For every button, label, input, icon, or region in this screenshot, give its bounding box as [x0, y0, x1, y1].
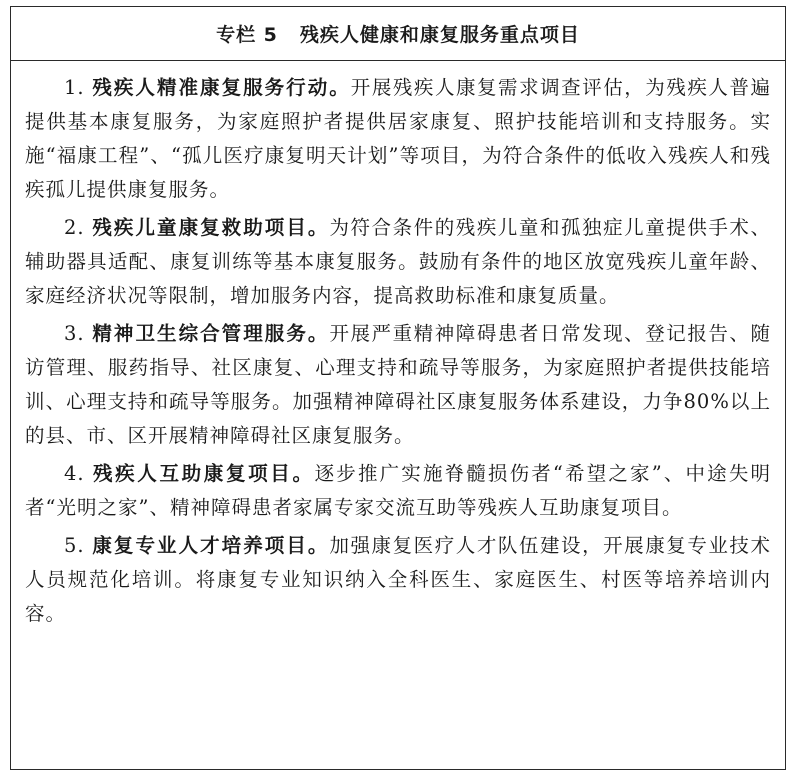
- column-box: [10, 6, 786, 770]
- item-text: 开展严重精神障碍患者日常发现、登记报告、随访管理、服药指导、社区康复、心理支持和疏导等服务，为家庭照护者提供技能培训、心理支持和疏导等服务。加强精神障碍社区康复服务体系建设，力争80%以上的县、市、区开展精神障碍社区康复服务。: [25, 322, 771, 447]
- project-item-4: [25, 457, 771, 525]
- item-text: 开展残疾人康复需求调查评估，为残疾人普遍提供基本康复服务，为家庭照护者提供居家康复、照护技能培训和支持服务。实施“福康工程”、“孤儿医疗康复明天计划”等项目，为符合条件的低收入残疾人和残疾孤儿提供康复服务。: [25, 76, 771, 201]
- project-item-1: [25, 71, 771, 207]
- item-number: 2.: [64, 216, 85, 239]
- project-item-3: [25, 317, 771, 453]
- item-heading: 残疾人互助康复项目。: [92, 462, 315, 485]
- project-item-5: [25, 529, 771, 631]
- item-text: 为符合条件的残疾儿童和孤独症儿童提供手术、辅助器具适配、康复训练等基本康复服务。鼓励有条件的地区放宽残疾儿童年龄、家庭经济状况等限制，增加服务内容，提高救助标准和康复质量。: [25, 216, 771, 307]
- item-number: 5.: [64, 534, 85, 557]
- item-text: 加强康复医疗人才队伍建设，开展康复专业技术人员规范化培训。将康复专业知识纳入全科医生、家庭医生、村医等培养培训内容。: [25, 534, 771, 625]
- item-text: 逐步推广实施脊髓损伤者“希望之家”、中途失明者“光明之家”、精神障碍患者家属专家交流互助等残疾人互助康复项目。: [25, 462, 771, 519]
- item-heading: 康复专业人才培养项目。: [92, 534, 330, 557]
- column-content: [11, 61, 785, 631]
- item-heading: 残疾人精准康复服务行动。: [92, 76, 351, 99]
- project-item-2: [25, 211, 771, 313]
- item-number: 1.: [64, 76, 85, 99]
- column-label: 专栏 5: [216, 24, 278, 46]
- column-title: 残疾人健康和康复服务重点项目: [299, 24, 580, 46]
- item-heading: 精神卫生综合管理服务。: [92, 322, 330, 345]
- box-header: [11, 7, 785, 61]
- item-heading: 残疾儿童康复救助项目。: [92, 216, 330, 239]
- item-number: 3.: [64, 322, 85, 345]
- item-number: 4.: [64, 462, 85, 485]
